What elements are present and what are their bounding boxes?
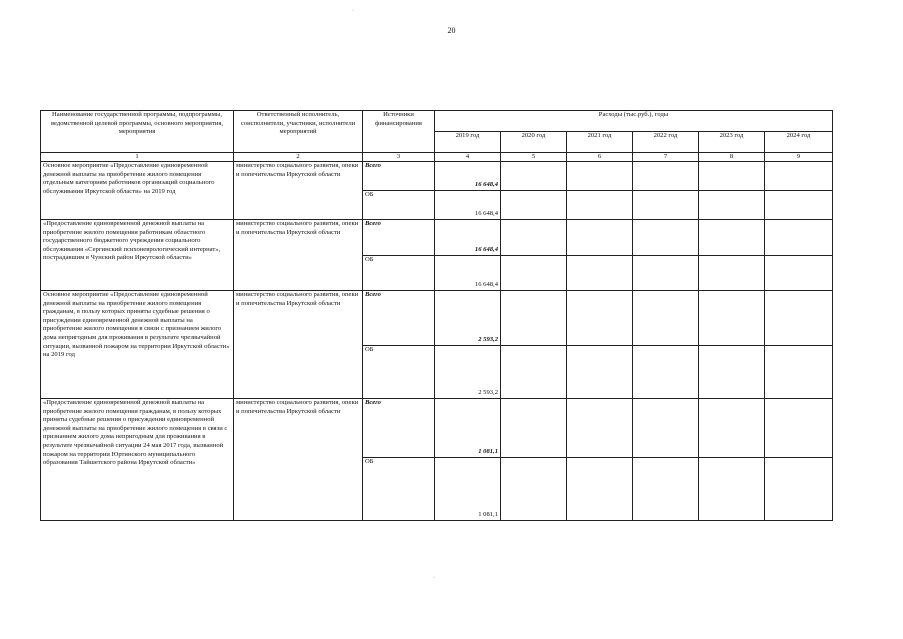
row-val-total: 2 593,2 [435,291,501,346]
row-name: «Предоставление единовременной денежной выплаты на приобретение жилого помещения гражданам, в пользу которых приняты судебные решения о присуждении единовременной денежной выплаты на приобретение жилого помещения в связи с признанием жилого дома непригодным для проживания в результате чрезвычайной ситуации 24 мая 2017 года, вызванной пожаром на территории Юртинского муниципального образования Тайшетского района Иркутской области» [41,399,234,521]
row-src-total: Всего [363,399,435,458]
year-2023: 2023 год [699,132,765,153]
header-row-1 [41,111,833,132]
scan-speck: · [433,575,435,581]
row-val-ob: 1 081,1 [435,458,501,521]
header-exec: Ответственный исполнитель, соисполнители, участники, исполнители мероприятий [234,111,363,153]
column-numbers-row [41,153,833,162]
col-num-6: 6 [567,153,633,162]
col-num-1: 1 [41,153,234,162]
col-num-9: 9 [765,153,833,162]
row-name: «Предоставление единовременной денежной выплаты на приобретение жилого помещения работникам областного государственного бюджетного учреждения социального обслуживания «Сергинский психоневрологический интернат», пострадавшим в Чунский район Иркутской области» [41,220,234,291]
expenses-table [40,110,833,521]
row-val-total: 16 648,4 [435,220,501,256]
row-src-ob: ОБ [363,256,435,291]
row-val-ob: 16 648,4 [435,191,501,220]
row-exec: министерство социального развития, опеки и попечительства Иркутской области [234,399,363,521]
year-2019: 2019 год [435,132,501,153]
year-2021: 2021 год [567,132,633,153]
scan-speck: · [352,8,354,14]
row-val-total: 16 648,4 [435,162,501,191]
row-exec: министерство социального развития, опеки и попечительства Иркутской области [234,220,363,291]
year-2022: 2022 год [633,132,699,153]
col-num-7: 7 [633,153,699,162]
row-name: Основное мероприятие «Предоставление единовременной денежной выплаты на приобретение жилого помещения гражданам, в пользу которых приняты судебные решения о присуждении единовременной денежной выплаты на приобретение жилого помещения в связи с признанием жилого дома непригодным для проживания в результате чрезвычайной ситуации, вызванной пожаром на территории Иркутской области» на 2019 год [41,291,234,399]
table-row [41,162,833,191]
row-src-total: Всего [363,220,435,256]
header-expenses: Расходы (тыс.руб.), годы [435,111,833,132]
col-num-3: 3 [363,153,435,162]
row-exec: министерство социального развития, опеки и попечительства Иркутской области [234,291,363,399]
table-row [41,291,833,346]
page-number: 20 [447,26,456,35]
row-src-total: Всего [363,162,435,191]
row-val-ob: 2 593,2 [435,346,501,399]
table-row [41,399,833,458]
row-val-ob: 16 648,4 [435,256,501,291]
header-name: Наименование государственной программы, подпрограммы, ведомственной целевой программы, основного мероприятия, мероприятия [41,111,234,153]
year-2024: 2024 год [765,132,833,153]
row-src-ob: ОБ [363,191,435,220]
table-row [41,220,833,256]
year-2020: 2020 год [501,132,567,153]
row-src-ob: ОБ [363,458,435,521]
header-src: Источники финансирования [363,111,435,153]
col-num-5: 5 [501,153,567,162]
col-num-2: 2 [234,153,363,162]
row-src-total: Всего [363,291,435,346]
row-exec: министерство социального развития, опеки и попечительства Иркутской области [234,162,363,220]
row-val-total: 1 081,1 [435,399,501,458]
col-num-8: 8 [699,153,765,162]
row-name: Основное мероприятие «Предоставление единовременной денежной выплаты на приобретение жилого помещения отдельным категориям работников организаций социального обслуживания Иркутской области» на 2019 год [41,162,234,220]
col-num-4: 4 [435,153,501,162]
row-src-ob: ОБ [363,346,435,399]
